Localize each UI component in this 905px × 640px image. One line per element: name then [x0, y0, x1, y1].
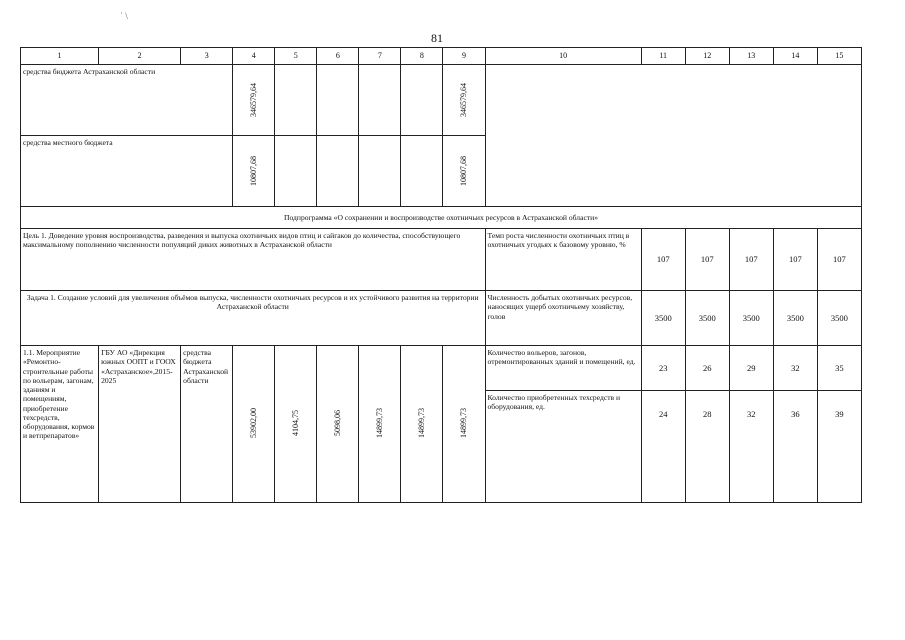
activity-c9-value: 14899,73 — [459, 408, 469, 438]
empty-cell — [317, 136, 359, 207]
indicator-1-value: 32 — [773, 346, 817, 391]
header-cell: 4 — [233, 48, 275, 65]
goal-indicator: Темп роста численности охотничьих птиц в охотничьих угодьях к базовому уровню, % — [485, 229, 641, 291]
goal-text: Цель 1. Доведение уровня воспроизводства, разведения и выпуска охотничьих видов птиц и сайгаков до количества, способствующего максимальному пополнению численности популяций диких животных в Астраханской области — [21, 229, 486, 291]
header-cell: 6 — [317, 48, 359, 65]
activity-c8-value: 14899,73 — [417, 408, 427, 438]
activity-c5-cell — [275, 346, 317, 503]
indicator-2-value: 36 — [773, 391, 817, 503]
goal-value: 107 — [641, 229, 685, 291]
activity-indicator-2: Количество приобретенных техсредств и оборудования, ед. — [485, 391, 641, 503]
activity-c6-value: 5098,06 — [332, 410, 342, 436]
activity-name: 1.1. Мероприятие «Ремонтно-строительные работы по вольерам, загонам, зданиям и помещениям, приобретение техсредств, оборудования, кормов и ветпрепаратов» — [21, 346, 99, 503]
header-cell: 14 — [773, 48, 817, 65]
activity-c5-value: 4104,75 — [290, 410, 300, 436]
scan-mark: ˙ \ — [120, 11, 128, 21]
header-cell: 12 — [685, 48, 729, 65]
header-row — [21, 48, 862, 65]
table-row — [21, 65, 862, 136]
task-row — [21, 291, 862, 346]
goal-row — [21, 229, 862, 291]
local-c9-value: 10807,68 — [459, 156, 469, 186]
regional-budget-label: средства бюджета Астраханской области — [21, 65, 233, 136]
header-cell: 11 — [641, 48, 685, 65]
activity-c4-cell — [233, 346, 275, 503]
empty-cell — [359, 136, 401, 207]
indicator-2-value: 28 — [685, 391, 729, 503]
task-value: 3500 — [641, 291, 685, 346]
empty-cell — [359, 65, 401, 136]
activity-c9-cell — [443, 346, 485, 503]
page-number: 81 — [431, 31, 443, 45]
local-c9-cell — [443, 136, 485, 207]
task-value: 3500 — [685, 291, 729, 346]
task-value: 3500 — [729, 291, 773, 346]
subprogram-row — [21, 207, 862, 229]
header-cell: 5 — [275, 48, 317, 65]
activity-indicator-1: Количество вольеров, загонов, отремонтированных зданий и помещений, ед. — [485, 346, 641, 391]
header-cell: 15 — [817, 48, 861, 65]
header-cell: 1 — [21, 48, 99, 65]
indicator-2-value: 32 — [729, 391, 773, 503]
header-cell: 2 — [99, 48, 181, 65]
header-cell: 3 — [181, 48, 233, 65]
empty-cell — [317, 65, 359, 136]
regional-c4-cell — [233, 65, 275, 136]
indicator-1-value: 29 — [729, 346, 773, 391]
task-indicator: Численность добытых охотничьих ресурсов, наносящих ущерб охотничьему хозяйству, голов — [485, 291, 641, 346]
empty-cell — [275, 136, 317, 207]
budget-table — [20, 47, 862, 503]
indicator-2-value: 24 — [641, 391, 685, 503]
header-cell: 10 — [485, 48, 641, 65]
indicator-2-value: 39 — [817, 391, 861, 503]
indicator-1-value: 35 — [817, 346, 861, 391]
regional-c9-value: 346579,64 — [459, 83, 469, 117]
header-cell: 9 — [443, 48, 485, 65]
activity-source: средства бюджета Астраханской области — [181, 346, 233, 503]
task-text: Задача 1. Создание условий для увеличения объёмов выпуска, численности охотничьих ресурсов и их устойчивого развития на территории Астраханской области — [21, 291, 486, 346]
regional-c9-cell — [443, 65, 485, 136]
goal-value: 107 — [685, 229, 729, 291]
activity-c8-cell — [401, 346, 443, 503]
empty-cell — [275, 65, 317, 136]
local-c4-cell — [233, 136, 275, 207]
empty-cell — [401, 65, 443, 136]
activity-row — [21, 346, 862, 391]
indicator-1-value: 23 — [641, 346, 685, 391]
local-budget-label: средства местного бюджета — [21, 136, 233, 207]
activity-c4-value: 53902,00 — [248, 408, 258, 438]
empty-cell — [401, 136, 443, 207]
activity-c6-cell — [317, 346, 359, 503]
subprogram-title: Подпрограмма «О сохранении и воспроизводстве охотничьих ресурсов в Астраханской области» — [21, 207, 862, 229]
activity-c7-cell — [359, 346, 401, 503]
activity-c7-value: 14899,73 — [375, 408, 384, 438]
empty-merged-cell — [485, 65, 862, 207]
indicator-1-value: 26 — [685, 346, 729, 391]
regional-c4-value: 346579,64 — [248, 83, 258, 117]
task-value: 3500 — [817, 291, 861, 346]
activity-executor: ГБУ АО «Дирекция южных ООПТ и ГООХ «Астраханское»,2015-2025 — [99, 346, 181, 503]
task-value: 3500 — [773, 291, 817, 346]
header-cell: 7 — [359, 48, 401, 65]
header-cell: 8 — [401, 48, 443, 65]
header-cell: 13 — [729, 48, 773, 65]
local-c4-value: 10807,68 — [248, 156, 258, 186]
goal-value: 107 — [817, 229, 861, 291]
goal-value: 107 — [773, 229, 817, 291]
goal-value: 107 — [729, 229, 773, 291]
